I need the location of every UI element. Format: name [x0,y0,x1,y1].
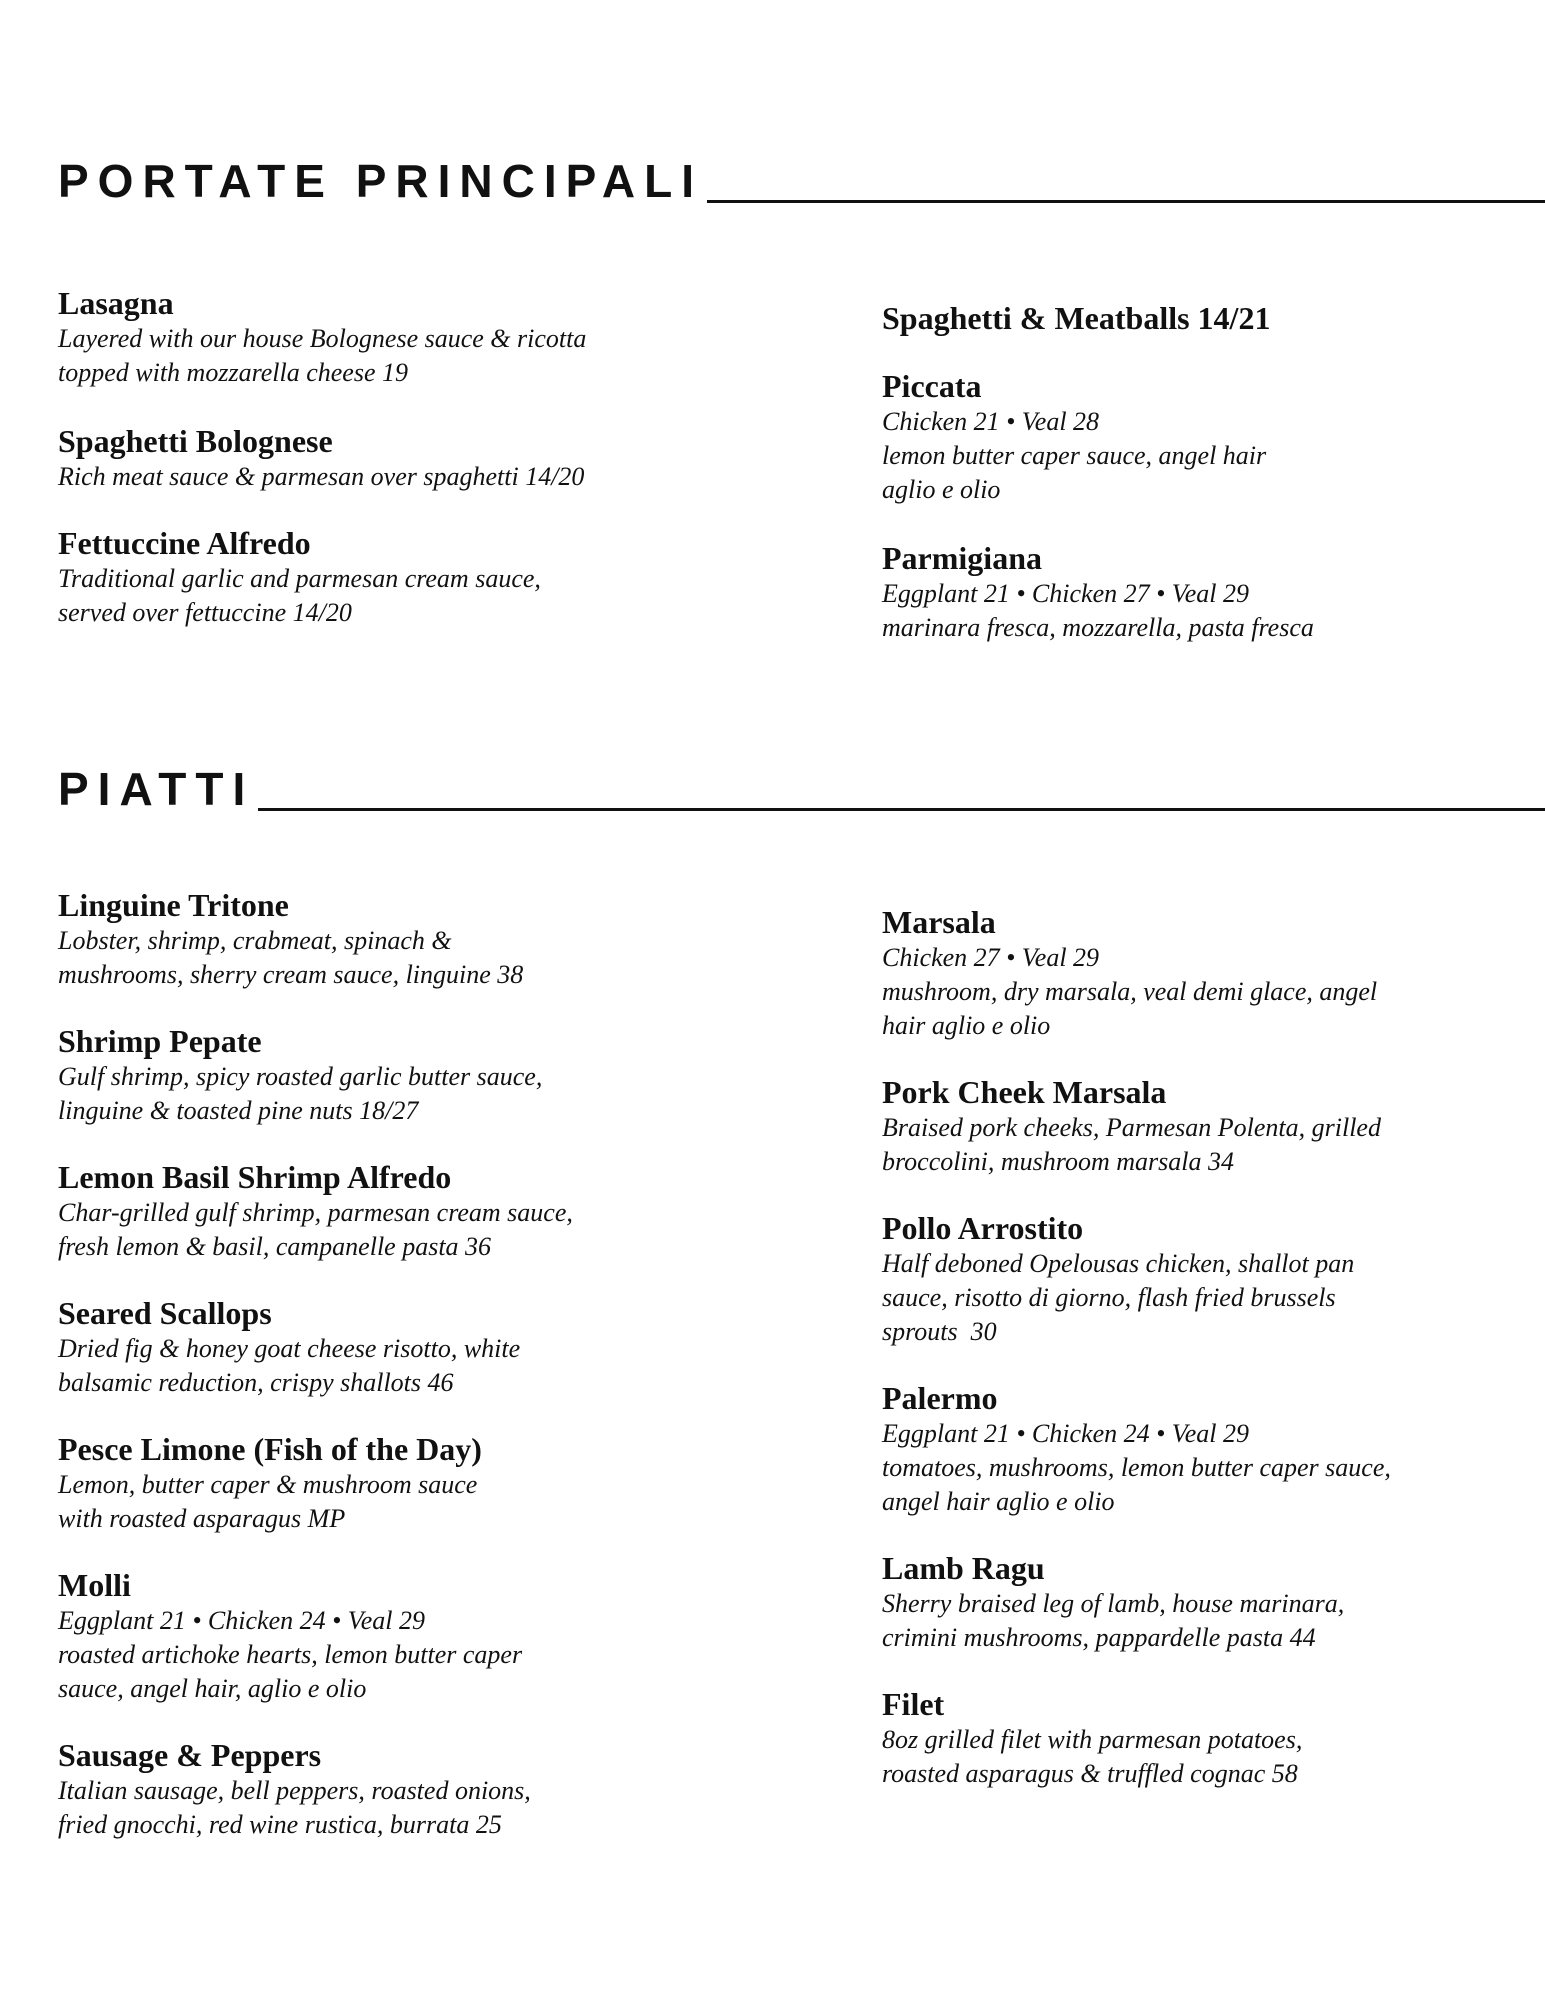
menu-item-lemon-basil-shrimp-alfredo [58,1158,778,1264]
item-name: Filet [882,1686,945,1722]
item-description: roasted asparagus & truffled cognac 58 [882,1759,1298,1788]
item-description: Chicken 21 • Veal 28 [882,407,1100,436]
section-title: PORTATE PRINCIPALI [58,155,703,207]
item-description: Gulf shrimp, spicy roasted garlic butter sauce, [58,1062,543,1091]
section-header-piatti [58,763,1545,815]
portate-left-column [58,284,778,630]
item-name: Palermo [882,1380,998,1416]
item-description: balsamic reduction, crispy shallots 46 [58,1368,454,1397]
item-description: Sherry braised leg of lamb, house marinara, [882,1589,1345,1618]
item-description: Italian sausage, bell peppers, roasted onions, [58,1776,531,1805]
item-name: Fettuccine Alfredo [58,525,311,561]
item-description: marinara fresca, mozzarella, pasta fresca [882,613,1314,642]
item-description: sauce, risotto di giorno, flash fried brussels [882,1283,1336,1312]
item-name: Spaghetti Bolognese [58,423,333,459]
item-description: Eggplant 21 • Chicken 24 • Veal 29 [882,1419,1249,1448]
item-description: roasted artichoke hearts, lemon butter caper [58,1640,523,1669]
menu-item-molli [58,1566,778,1706]
menu-item-linguine-tritone [58,886,778,992]
item-description: linguine & toasted pine nuts 18/27 [58,1096,419,1125]
item-name: Lasagna [58,285,174,321]
menu-item-spaghetti-meatballs [882,299,1545,337]
item-name: Marsala [882,904,996,940]
menu-item-palermo [882,1379,1545,1519]
section-divider [707,200,1545,203]
item-description: sauce, angel hair, aglio e olio [58,1674,367,1703]
piatti-right-column [882,903,1545,1791]
item-description: tomatoes, mushrooms, lemon butter caper sauce, [882,1453,1391,1482]
item-description: served over fettuccine 14/20 [58,598,352,627]
item-description: mushroom, dry marsala, veal demi glace, angel [882,977,1378,1006]
item-description: Lobster, shrimp, crabmeat, spinach & [58,926,452,955]
item-description: Eggplant 21 • Chicken 27 • Veal 29 [882,579,1249,608]
item-description: Eggplant 21 • Chicken 24 • Veal 29 [58,1606,425,1635]
item-description: hair aglio e olio [882,1011,1051,1040]
menu-item-marsala [882,903,1545,1043]
item-description: 8oz grilled filet with parmesan potatoes, [882,1725,1303,1754]
item-description: sprouts 30 [882,1317,997,1346]
item-description: Rich meat sauce & parmesan over spaghetti 14/20 [58,462,585,491]
item-name: Spaghetti & Meatballs 14/21 [882,300,1271,336]
item-name: Shrimp Pepate [58,1023,262,1059]
section-title: PIATTI [58,763,255,815]
item-name: Pollo Arrostito [882,1210,1084,1246]
item-description: aglio e olio [882,475,1001,504]
menu-item-sausage-peppers [58,1736,778,1842]
item-name: Seared Scallops [58,1295,272,1331]
item-name: Molli [58,1567,131,1603]
item-name: Linguine Tritone [58,887,289,923]
menu-item-lasagna [58,284,778,390]
menu-item-lamb-ragu [882,1549,1545,1655]
menu-item-pollo-arrostito [882,1209,1545,1349]
menu-item-pesce-limone [58,1430,778,1536]
menu-item-piccata [882,367,1545,507]
item-description: Char-grilled gulf shrimp, parmesan cream sauce, [58,1198,573,1227]
item-name: Parmigiana [882,540,1042,576]
menu-item-fettuccine-alfredo [58,524,778,630]
item-description: angel hair aglio e olio [882,1487,1115,1516]
portate-right-column [882,299,1545,645]
item-description: lemon butter caper sauce, angel hair [882,441,1267,470]
item-description: Dried fig & honey goat cheese risotto, white [58,1334,521,1363]
item-description: Lemon, butter caper & mushroom sauce [58,1470,478,1499]
item-description: Layered with our house Bolognese sauce & ricotta [58,324,587,353]
item-description: with roasted asparagus MP [58,1504,346,1533]
section-divider [258,808,1545,811]
item-description: broccolini, mushroom marsala 34 [882,1147,1234,1176]
item-name: Sausage & Peppers [58,1737,322,1773]
item-name: Pork Cheek Marsala [882,1074,1167,1110]
menu-item-shrimp-pepate [58,1022,778,1128]
item-description: Braised pork cheeks, Parmesan Polenta, grilled [882,1113,1381,1142]
menu-item-seared-scallops [58,1294,778,1400]
item-description: mushrooms, sherry cream sauce, linguine 38 [58,960,524,989]
item-name: Lemon Basil Shrimp Alfredo [58,1159,452,1195]
section-header-portate-principali [58,155,1545,207]
menu-item-filet [882,1685,1545,1791]
item-description: Chicken 27 • Veal 29 [882,943,1100,972]
menu-item-pork-cheek-marsala [882,1073,1545,1179]
item-description: crimini mushrooms, pappardelle pasta 44 [882,1623,1316,1652]
item-description: fried gnocchi, red wine rustica, burrata 25 [58,1810,502,1839]
menu-item-spaghetti-bolognese [58,422,778,494]
menu-item-parmigiana [882,539,1545,645]
item-name: Pesce Limone (Fish of the Day) [58,1431,482,1467]
item-name: Lamb Ragu [882,1550,1045,1586]
item-description: topped with mozzarella cheese 19 [58,358,408,387]
item-description: fresh lemon & basil, campanelle pasta 36 [58,1232,492,1261]
item-description: Half deboned Opelousas chicken, shallot pan [882,1249,1355,1278]
item-description: Traditional garlic and parmesan cream sauce, [58,564,541,593]
item-name: Piccata [882,368,982,404]
piatti-left-column [58,886,778,1842]
